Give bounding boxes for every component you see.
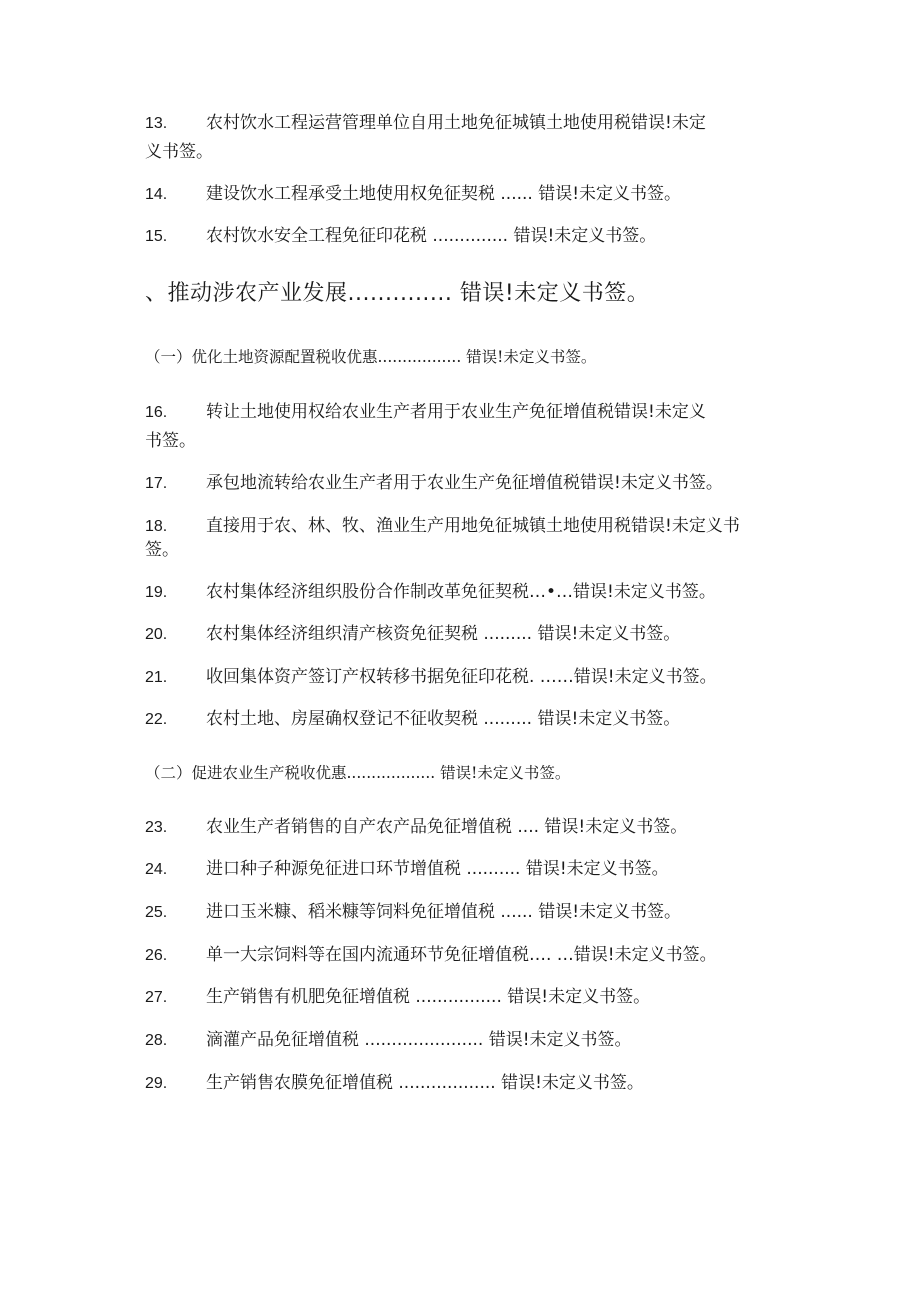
toc-entry-number: 22. [145,711,168,728]
toc-section-heading[interactable]: 、推动涉农产业发展.............. 错误!未定义书签。 [145,281,650,306]
toc-entry-continuation: 签。 [145,540,179,560]
toc-entry-16[interactable]: 转让土地使用权给农业生产者用于农业生产免征增值税错误!未定义 [206,402,706,422]
toc-entry-number: 16. [145,404,168,421]
toc-entry-13[interactable]: 农村饮水工程运营管理单位自用土地免征城镇土地使用税错误!未定 [206,113,706,133]
toc-entry-23[interactable]: 农业生产者销售的自产农产品免征增值税 .... 错误!未定义书签。 [206,817,688,837]
toc-entry-18[interactable]: 直接用于农、林、牧、渔业生产用地免征城镇土地使用税错误!未定义书 [206,516,740,536]
toc-entry-20[interactable]: 农村集体经济组织清产核资免征契税 ......... 错误!未定义书签。 [206,624,681,644]
toc-entry-number: 27. [145,989,168,1006]
toc-entry-27[interactable]: 生产销售有机肥免征增值税 ................ 错误!未定义书签。 [206,987,651,1007]
toc-entry-14[interactable]: 建设饮水工程承受土地使用权免征契税 ...... 错误!未定义书签。 [206,184,682,204]
toc-entry-number: 21. [145,669,168,686]
toc-entry-number: 29. [145,1075,168,1092]
toc-entry-number: 23. [145,819,168,836]
toc-entry-number: 28. [145,1032,168,1049]
toc-entry-continuation: 义书签。 [145,142,213,162]
toc-entry-number: 14. [145,186,168,203]
toc-entry-29[interactable]: 生产销售农膜免征增值税 .................. 错误!未定义书签。 [206,1073,644,1093]
toc-entry-22[interactable]: 农村土地、房屋确权登记不征收契税 ......... 错误!未定义书签。 [206,709,681,729]
toc-entry-number: 17. [145,475,168,492]
toc-entry-number: 20. [145,626,168,643]
toc-entry-number: 15. [145,228,168,245]
toc-entry-24[interactable]: 进口种子种源免征进口环节增值税 .......... 错误!未定义书签。 [206,859,669,879]
toc-entry-number: 18. [145,518,168,535]
toc-subheading-1[interactable]: （一）优化土地资源配置税收优惠................. 错误!未定义书签。 [145,348,597,366]
toc-entry-number: 19. [145,584,168,601]
toc-entry-number: 25. [145,904,168,921]
toc-entry-28[interactable]: 滴灌产品免征增值税 ...................... 错误!未定义书签。 [206,1030,632,1050]
toc-entry-15[interactable]: 农村饮水安全工程免征印花税 .............. 错误!未定义书签。 [206,226,657,246]
toc-entry-17[interactable]: 承包地流转给农业生产者用于农业生产免征增值税错误!未定义书签。 [206,473,723,493]
toc-entry-number: 13. [145,115,168,132]
toc-entry-number: 24. [145,861,168,878]
toc-entry-26[interactable]: 单一大宗饲料等在国内流通环节免征增值税…. …错误!未定义书签。 [206,945,717,965]
toc-subheading-2[interactable]: （二）促进农业生产税收优惠.................. 错误!未定义书签。 [145,764,571,782]
toc-entry-25[interactable]: 进口玉米糠、稻米糠等饲料免征增值税 ...... 错误!未定义书签。 [206,902,682,922]
toc-entry-continuation: 书签。 [145,431,196,451]
toc-entry-21[interactable]: 收回集体资产签订产权转移书据免征印花税. ……错误!未定义书签。 [206,667,717,687]
toc-entry-19[interactable]: 农村集体经济组织股份合作制改革免征契税…•…错误!未定义书签。 [206,582,716,602]
toc-entry-number: 26. [145,947,168,964]
